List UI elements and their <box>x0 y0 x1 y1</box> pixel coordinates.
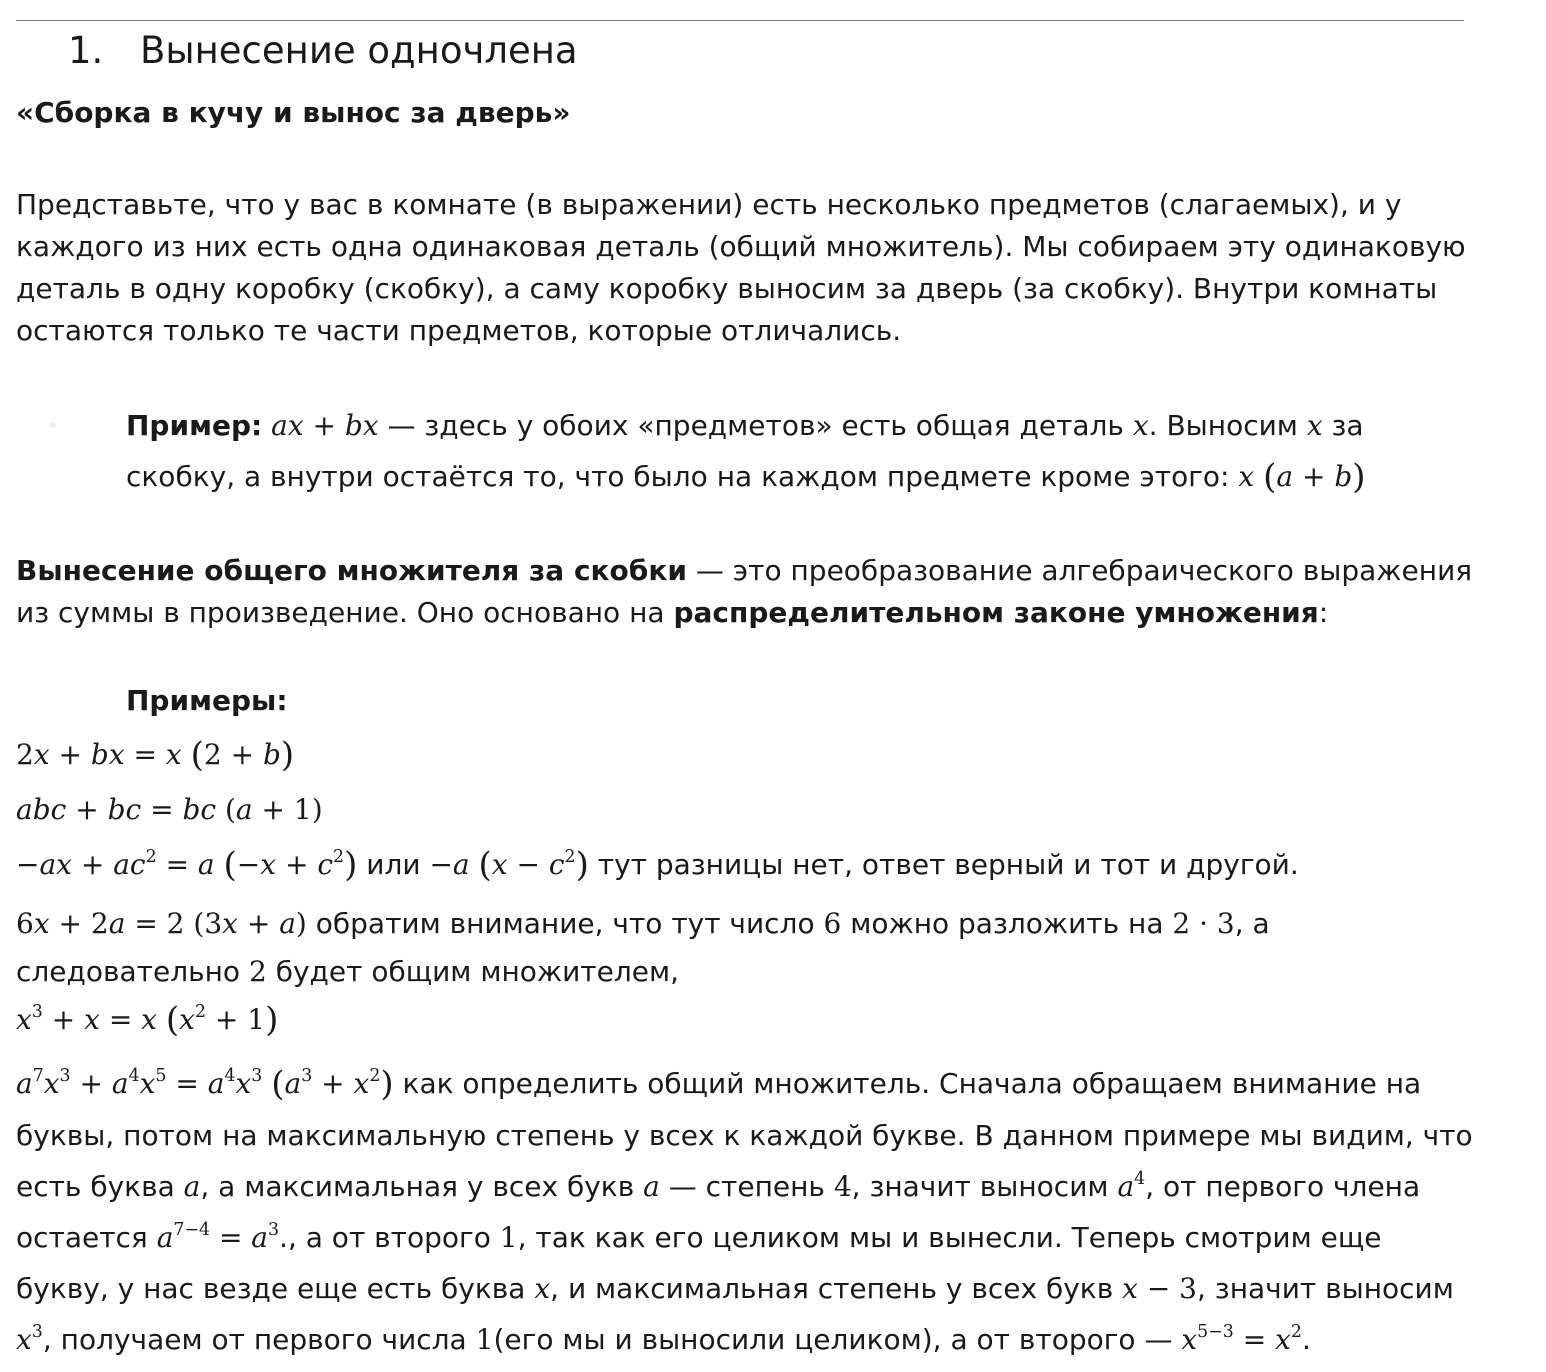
section-title: Вынесение одночлена <box>140 29 578 72</box>
example-line-5: $x^3 + x = x$ $(x^2 + 1)$ <box>16 1000 279 1040</box>
definition-term: Вынесение общего множителя за скобки <box>16 554 687 587</box>
definition-paragraph: Вынесение общего множителя за скобки — это преобразование алгебраического выражения из суммы в произведение. Оно основано на распределительном законе умножения: <box>16 554 1473 629</box>
example-line-4: 6x + 2a = 2 (3x + a) обратим внимание, что тут число 6 можно разложить на 2 · 3, а следовательно 2 будет общим множителем, <box>16 907 1270 988</box>
formula: x <box>1132 409 1149 442</box>
formula: x (a + b) <box>1238 457 1366 497</box>
bullet-dot <box>50 422 56 428</box>
example-line-3: $-ax + ac^2 = a$ $(-x + c^2)$ или −a $(x - c^2)$ тут разницы нет, ответ верный и тот и другой. <box>16 845 1299 885</box>
examples-label: Примеры: <box>126 684 288 717</box>
top-divider <box>16 20 1464 21</box>
example-item: Пример: ax + bx — здесь у обоих «предметов» есть общая деталь x. Выносим x за скобку, а внутри остаётся то, что было на каждом предмете кроме этого: x (a + b) <box>126 409 1366 497</box>
example-line-2: abc + bc = bc (a + 1) <box>16 793 323 826</box>
section-number: 1. <box>68 29 104 72</box>
example-line-1: 2x + bx = x (2 + b) <box>16 735 295 775</box>
formula: ax + bx <box>271 409 379 442</box>
subtitle: «Сборка в кучу и вынос за дверь» <box>16 96 571 129</box>
analogy-paragraph: Представьте, что у вас в комнате (в выражении) есть несколько предметов (слагаемых), и у каждого из них есть одна одинаковая деталь (общий множитель). Мы собираем эту одинаковую деталь в одну коробку (скобку), а саму коробку выносим за дверь (за скобку). Внутри комнаты остаются только те части предметов, которые отличались. <box>16 188 1466 347</box>
distributive-law: распределительном законе умножения <box>673 596 1319 629</box>
formula: x <box>1306 409 1323 442</box>
example-line-6: $a^7x^3 + a^4x^5 = a^4x^3$ $(a^3 + x^2)$ как определить общий множитель. Сначала обращаем внимание на буквы, потом на максимальную степень у всех к каждой букве. В данном примере мы видим, что есть буква a, а максимальная у всех букв a — степень 4, значит выносим $a^4$, от первого члена остается $a^{7-4} = a^3$., а от второго 1, так как его целиком мы и вынесли. Теперь смотрим еще букву, у нас везде еще есть буква x, и максимальная степень у всех букв x − 3, значит выносим $x^3$, получаем от первого числа 1(его мы и выносили целиком), а от второго — $x^{5-3} = x^2$. <box>16 1064 1473 1356</box>
example-label: Пример: <box>126 409 263 442</box>
section-heading <box>68 26 578 76</box>
